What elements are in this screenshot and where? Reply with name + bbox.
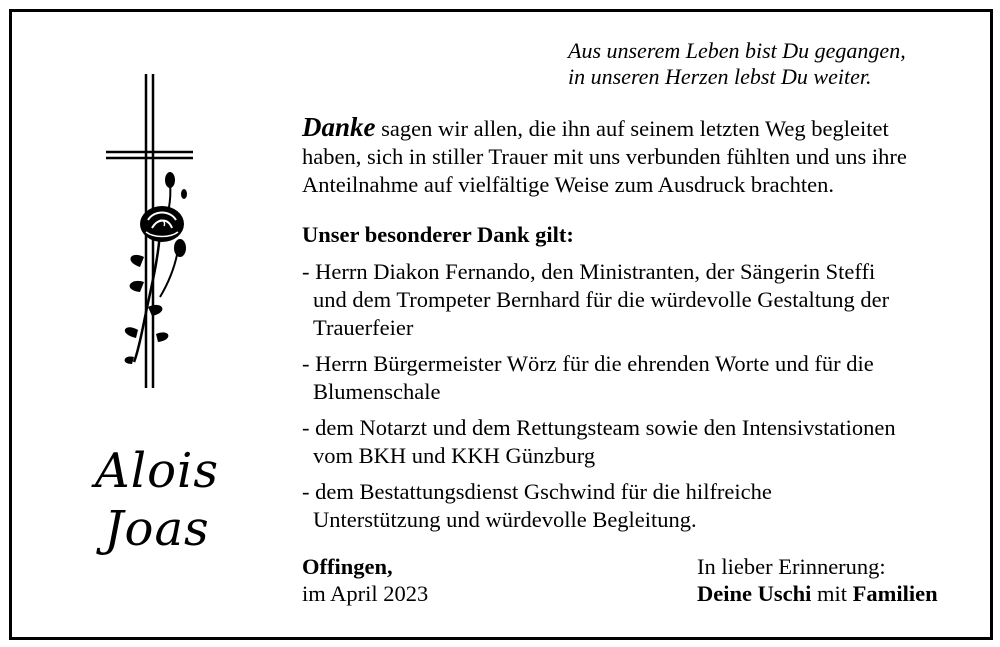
cross-with-rose-icon: [100, 72, 200, 397]
quote-line-2: in unseren Herzen lebst Du weiter.: [568, 64, 872, 89]
signature-intro: In lieber Erinnerung:: [697, 554, 886, 579]
date: im April 2023: [302, 581, 429, 606]
thanks-list: [302, 258, 896, 542]
signature: [697, 553, 938, 607]
list-item: [302, 478, 896, 534]
place-and-date: [302, 553, 428, 607]
list-item-line: Unterstützung und würdevolle Begleitung.: [313, 507, 697, 532]
list-item-line: Trauerfeier: [313, 315, 414, 340]
list-item-line: - Herrn Diakon Fernando, den Ministranten, der Sängerin Steffi: [302, 259, 876, 284]
thanks-lead: Danke: [302, 112, 376, 142]
list-item: [302, 258, 896, 342]
town: Offingen,: [302, 554, 393, 579]
list-item-line: Blumenschale: [313, 379, 441, 404]
signature-name-1: Deine Uschi: [697, 581, 812, 606]
list-item: [302, 414, 896, 470]
thanks-line-2: haben, sich in stiller Trauer mit uns verbunden fühlten und uns ihre: [302, 144, 907, 169]
list-item: [302, 350, 896, 406]
special-thanks-heading: Unser besonderer Dank gilt:: [302, 222, 574, 247]
quote-line-1: Aus unserem Leben bist Du gegangen,: [568, 38, 906, 63]
memorial-quote: [568, 38, 906, 90]
list-item-line: vom BKH und KKH Günzburg: [313, 443, 596, 468]
thanks-line-1: sagen wir allen, die ihn auf seinem letzten Weg begleitet: [381, 116, 889, 141]
list-item-line: - dem Notarzt und dem Rettungsteam sowie den Intensivstationen: [302, 415, 896, 440]
list-item-line: - Herrn Bürgermeister Wörz für die ehrenden Worte und für die: [302, 351, 874, 376]
signature-connector: mit: [817, 581, 848, 606]
thanks-line-3: Anteilnahme auf vielfältige Weise zum Ausdruck brachten.: [302, 172, 834, 197]
list-item-line: und dem Trompeter Bernhard für die würdevolle Gestaltung der: [313, 287, 890, 312]
signature-name-2: Familien: [852, 581, 938, 606]
list-item-line: - dem Bestattungsdienst Gschwind für die hilfreiche: [302, 479, 772, 504]
thanks-paragraph: [302, 113, 907, 199]
deceased-first-name: Alois: [95, 443, 219, 499]
deceased-last-name: Joas: [104, 501, 210, 557]
deceased-name: [72, 442, 242, 558]
